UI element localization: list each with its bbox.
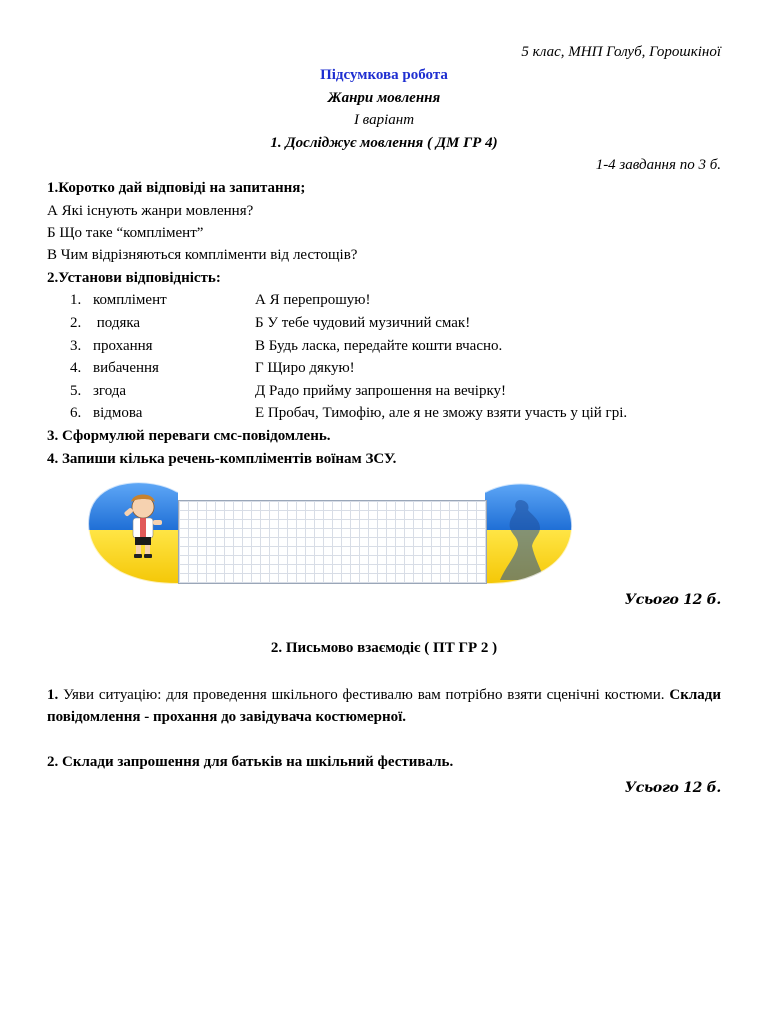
match-phrase: А Я перепрошую! <box>255 292 371 308</box>
match-phrase: Б У тебе чудовий музичний смак! <box>255 315 471 331</box>
match-term: комплімент <box>93 292 167 308</box>
task4: 4. Запиши кілька речень-компліментів воїнам ЗСУ. <box>47 451 397 467</box>
right-heart-flag <box>484 470 584 590</box>
variant-label: І варіант <box>353 112 415 128</box>
match-num: 6. <box>70 405 82 421</box>
task1-title: 1.Коротко дай відповіді на запитання; <box>47 180 306 196</box>
class-info: 5 клас, МНП Голуб, Горошкіної <box>521 44 721 60</box>
section1-heading: 1. Досліджує мовлення ( ДМ ГР 4) <box>270 135 498 151</box>
points-note: 1-4 завдання по 3 б. <box>595 157 721 173</box>
question-c: В Чим відрізняються компліменти від лестощів? <box>47 247 358 263</box>
match-term: подяка <box>93 315 141 331</box>
match-num: 3. <box>70 338 82 354</box>
match-term: вибачення <box>93 360 159 376</box>
section2-total: Усього 12 б. <box>624 780 721 796</box>
section1-total: Усього 12 б. <box>624 592 721 608</box>
question-a: А Які існують жанри мовлення? <box>47 203 254 219</box>
task1-bold-text: Склади повідомлення - прохання до завідувача костюмерної. <box>47 687 721 725</box>
document-subtitle: Жанри мовлення <box>327 90 441 106</box>
match-term: згода <box>93 383 127 399</box>
task1-text: Уяви ситуацію: для проведення шкільного фестивалю вам потрібно взяти сценічні костюми. <box>58 687 670 703</box>
document-title: Підсумкова робота <box>320 67 448 83</box>
task1-number: 1. <box>47 687 59 703</box>
question-b: Б Що таке “комплімент” <box>47 225 204 241</box>
writing-grid <box>178 500 487 584</box>
match-phrase: Е Пробач, Тимофію, але я не зможу взяти участь у цій грі. <box>255 405 628 421</box>
match-num: 1. <box>70 292 82 308</box>
task2-title: 2.Установи відповідність: <box>47 270 221 286</box>
section2-task2: 2. Склади запрошення для батьків на шкільний фестиваль. <box>47 754 454 770</box>
left-heart-flag <box>80 470 180 590</box>
match-phrase: В Будь ласка, передайте кошти вчасно. <box>255 338 503 354</box>
task3: 3. Сформулюй переваги смс-повідомлень. <box>47 428 331 444</box>
section2-task1 <box>47 684 721 728</box>
match-term: відмова <box>93 405 143 421</box>
match-phrase: Д Радо прийму запрошення на вечірку! <box>255 383 507 399</box>
match-term: прохання <box>93 338 153 354</box>
match-num: 5. <box>70 383 82 399</box>
match-num: 2. <box>70 315 82 331</box>
match-phrase: Г Щиро дякую! <box>255 360 355 376</box>
section2-heading: 2. Письмово взаємодіє ( ПТ ГР 2 ) <box>270 640 498 656</box>
match-num: 4. <box>70 360 82 376</box>
